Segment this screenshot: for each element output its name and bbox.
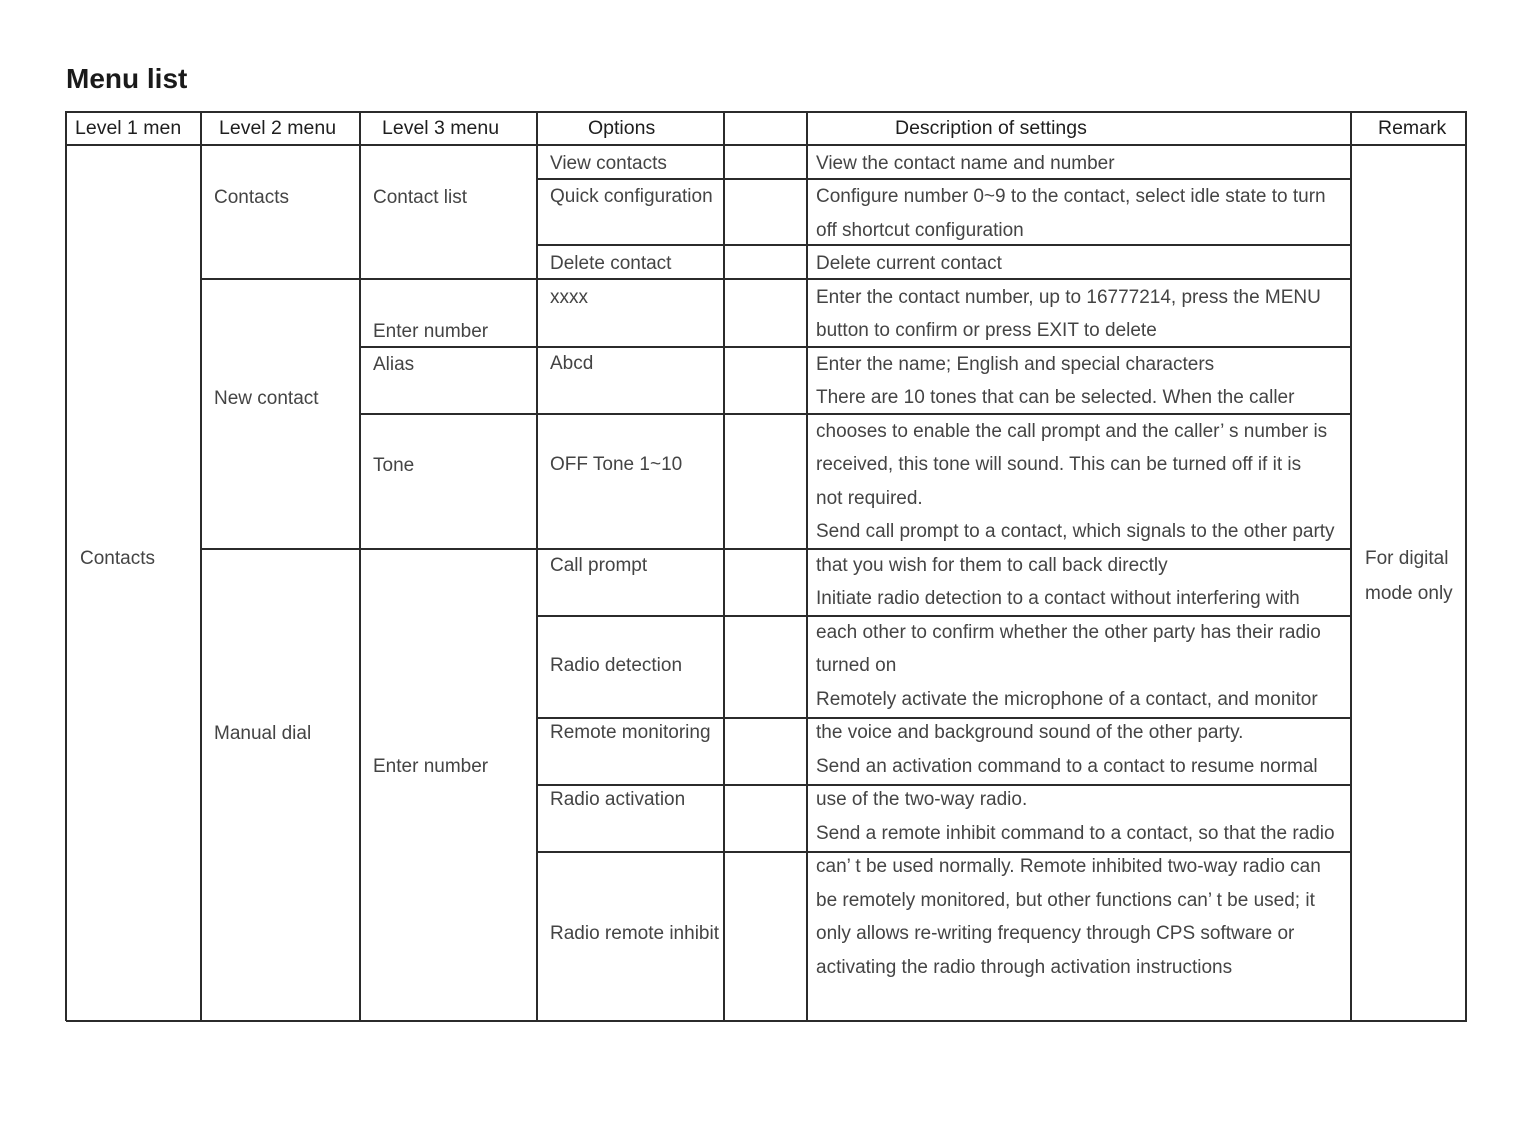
description-line: Configure number 0~9 to the contact, select idle state to turn <box>816 186 1326 207</box>
header-remark: Remark <box>1378 117 1447 139</box>
option-radio-remote-inhibit: Radio remote inhibit <box>550 923 719 944</box>
level2-new-contact: New contact <box>214 388 319 409</box>
header-options: Options <box>588 117 656 139</box>
description-line: Remotely activate the microphone of a contact, and monitor <box>816 689 1318 710</box>
remark-line-2: mode only <box>1365 583 1453 604</box>
description-line: Initiate radio detection to a contact without interfering with <box>816 588 1300 609</box>
description-line: be remotely monitored, but other functions can’ t be used; it <box>816 890 1315 911</box>
page-title: Menu list <box>66 63 188 94</box>
table-border-bottom <box>66 1020 1467 1022</box>
option-call-prompt: Call prompt <box>550 555 648 576</box>
option-remote-monitoring: Remote monitoring <box>550 722 711 743</box>
description-line: Enter the name; English and special characters <box>816 354 1215 375</box>
option-quick-configuration: Quick configuration <box>550 186 713 207</box>
level2-contacts: Contacts <box>214 187 289 208</box>
table-border-left <box>65 111 67 1021</box>
level3-enter-number-dial: Enter number <box>373 756 489 777</box>
header-description: Description of settings <box>895 117 1087 139</box>
level1-contacts: Contacts <box>80 548 155 569</box>
row-rule-option-a <box>536 178 1351 180</box>
table-border-top <box>66 111 1467 113</box>
description-line: can’ t be used normally. Remote inhibited two-way radio can <box>816 856 1321 877</box>
option-xxxx: xxxx <box>550 287 588 308</box>
col-divider-6 <box>1350 111 1352 1021</box>
description-line: not required. <box>816 488 923 509</box>
row-rule-option-f <box>536 851 1351 853</box>
header-level1: Level 1 men <box>75 117 182 139</box>
level3-tone: Tone <box>373 455 415 476</box>
col-divider-1 <box>200 111 202 1021</box>
remark-line-1: For digital <box>1365 548 1449 569</box>
level3-alias: Alias <box>373 354 415 375</box>
option-delete-contact: Delete contact <box>550 253 672 274</box>
description-line: the voice and background sound of the other party. <box>816 722 1244 743</box>
description-line: only allows re-writing frequency through CPS software or <box>816 923 1295 944</box>
description-line: turned on <box>816 655 897 676</box>
description-line: off shortcut configuration <box>816 220 1024 241</box>
row-rule-level3-a <box>359 346 1351 348</box>
level2-manual-dial: Manual dial <box>214 723 312 744</box>
row-rule-level3-b <box>359 413 1351 415</box>
row-rule-level2-a <box>200 278 1351 280</box>
option-off-tone: OFF Tone 1~10 <box>550 454 683 475</box>
description-line: activating the radio through activation instructions <box>816 957 1233 978</box>
table-border-right <box>1465 111 1467 1021</box>
header-bottom-rule <box>66 144 1465 146</box>
description-line: Delete current contact <box>816 253 1002 274</box>
description-line: Enter the contact number, up to 16777214, press the MENU <box>816 287 1321 308</box>
row-rule-option-b <box>536 244 1351 246</box>
col-divider-3 <box>536 111 538 1021</box>
option-view-contacts: View contacts <box>550 153 667 174</box>
description-line: that you wish for them to call back directly <box>816 555 1168 576</box>
header-level2: Level 2 menu <box>219 117 337 139</box>
level3-contact-list: Contact list <box>373 187 467 208</box>
description-line: Send call prompt to a contact, which signals to the other party <box>816 521 1335 542</box>
description-line: Send a remote inhibit command to a contact, so that the radio <box>816 823 1335 844</box>
row-rule-option-d <box>536 717 1351 719</box>
level3-enter-number-new: Enter number <box>373 321 489 342</box>
description-line: received, this tone will sound. This can be turned off if it is <box>816 454 1302 475</box>
description-line: There are 10 tones that can be selected. When the caller <box>816 387 1295 408</box>
col-divider-4 <box>723 111 725 1021</box>
option-radio-activation: Radio activation <box>550 789 686 810</box>
row-rule-option-c <box>536 615 1351 617</box>
description-line: each other to confirm whether the other party has their radio <box>816 622 1321 643</box>
row-rule-level2-b <box>200 548 1351 550</box>
description-line: Send an activation command to a contact to resume normal <box>816 756 1318 777</box>
col-divider-2 <box>359 111 361 1021</box>
description-line: chooses to enable the call prompt and the caller’ s number is <box>816 421 1328 442</box>
col-divider-5 <box>806 111 808 1021</box>
row-rule-option-e <box>536 784 1351 786</box>
description-line: button to confirm or press EXIT to delete <box>816 320 1157 341</box>
option-radio-detection: Radio detection <box>550 655 683 676</box>
header-level3: Level 3 menu <box>382 117 500 139</box>
description-line: View the contact name and number <box>816 153 1115 174</box>
description-line: use of the two-way radio. <box>816 789 1028 810</box>
option-abcd: Abcd <box>550 353 594 374</box>
